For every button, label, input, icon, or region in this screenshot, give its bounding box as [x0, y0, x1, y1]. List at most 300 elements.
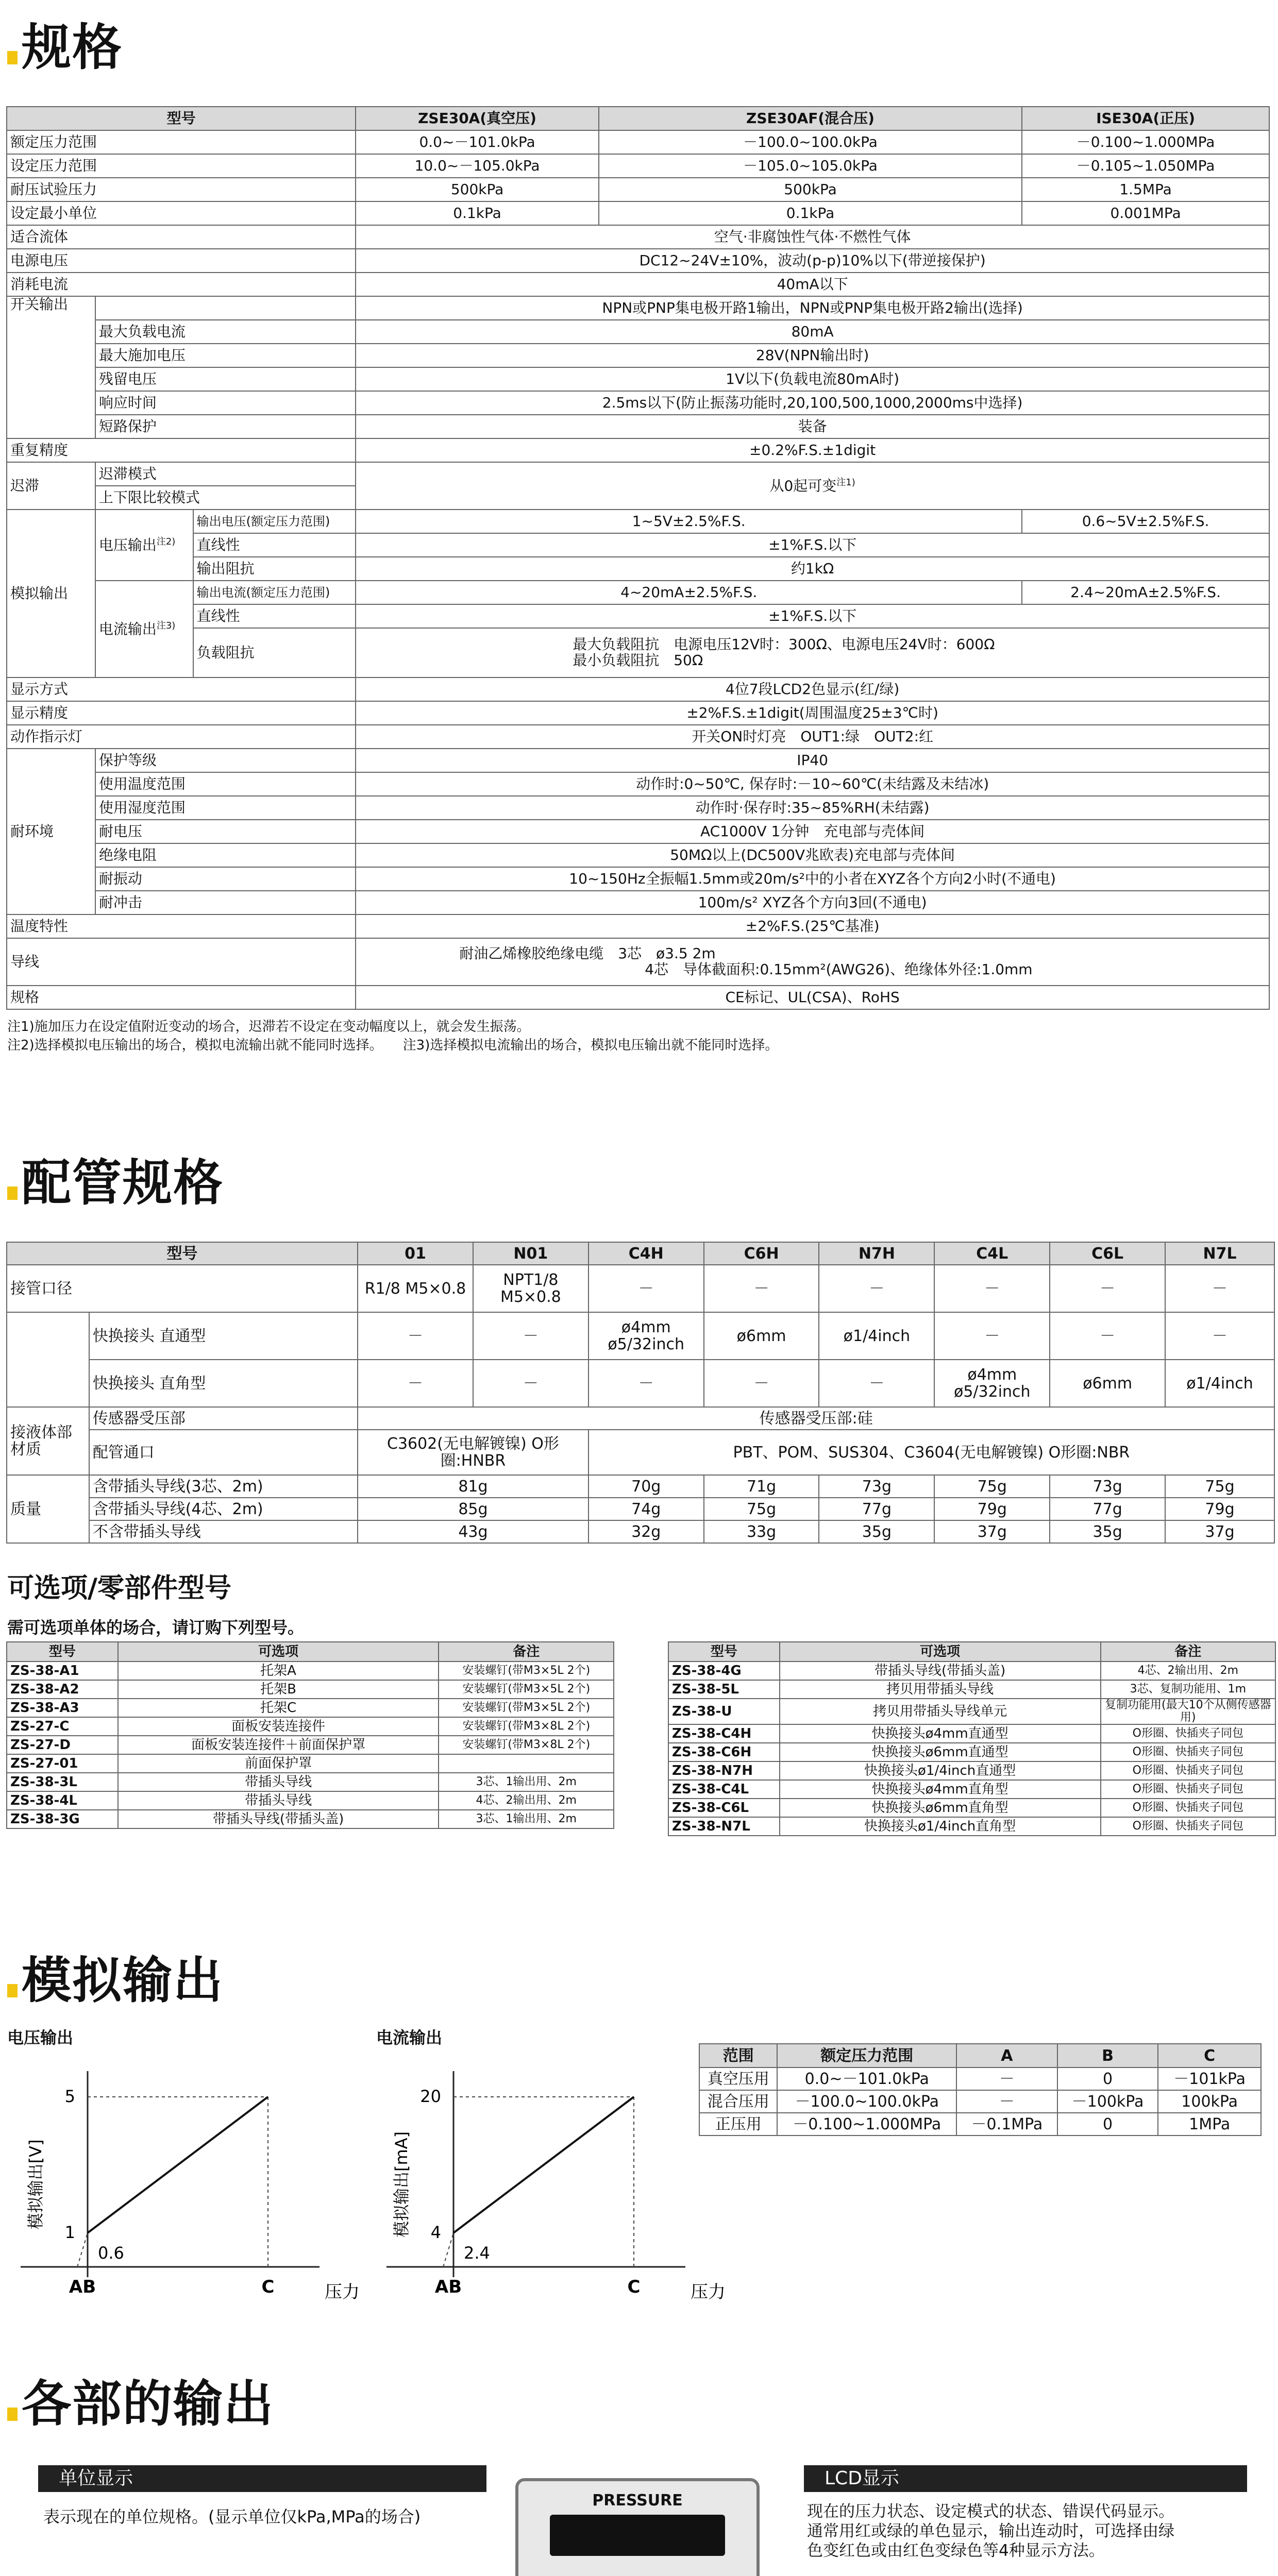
- range-header: B: [1057, 2044, 1158, 2067]
- range-cell: －0.1MPa: [956, 2113, 1057, 2136]
- options-left-table: [6, 1641, 614, 1829]
- range-cell: －101kPa: [1158, 2067, 1261, 2090]
- spec-header-model: 型号: [7, 107, 356, 130]
- spec-row-current: [7, 273, 1269, 296]
- spec-row-temp: [7, 914, 1269, 938]
- option-item: 快换接头ø6mm直角型: [780, 1799, 1101, 1817]
- start-segment: [443, 2233, 453, 2267]
- start-segment: [77, 2233, 88, 2267]
- spec-cell: －105.0~105.0kPa: [599, 154, 1022, 178]
- option-item: 快换接头ø1/4inch直通型: [780, 1761, 1101, 1780]
- piping-header: N01: [473, 1242, 588, 1265]
- spec-title-text: 规格: [22, 19, 123, 76]
- piping-cell: －: [934, 1265, 1050, 1312]
- option-model: ZS-27-C: [7, 1717, 118, 1736]
- option-remark: O形圈、快插夹子同包: [1101, 1817, 1275, 1836]
- option-model: ZS-38-N7L: [668, 1817, 780, 1836]
- piping-row-straight: [7, 1312, 1274, 1360]
- spec-row-wire: [7, 938, 1269, 986]
- piping-cell: 75g: [934, 1475, 1050, 1498]
- spec-cell: 100m/s² XYZ各个方向3回(不通电): [356, 891, 1269, 914]
- option-item: 带插头导线: [118, 1773, 439, 1791]
- options-row: [7, 1736, 614, 1754]
- spec-cell: IP40: [356, 749, 1269, 772]
- analog-section-title: [7, 1952, 224, 2009]
- piping-label: 含带插头导线(3芯、2m): [89, 1475, 358, 1498]
- piping-row-sensor: [7, 1407, 1274, 1430]
- range-cell: 正压用: [699, 2113, 777, 2136]
- options-row: [668, 1680, 1275, 1699]
- piping-cell: －: [1165, 1312, 1274, 1360]
- option-item: 托架B: [118, 1680, 439, 1699]
- range-cell: －100.0~100.0kPa: [777, 2090, 956, 2113]
- y-tick-low: 4: [430, 2223, 441, 2242]
- option-model: ZS-38-C6H: [668, 1743, 780, 1761]
- spec-section-title: [7, 19, 123, 76]
- option-item: 前面保护罩: [118, 1754, 439, 1773]
- spec-load-cell: [356, 628, 1269, 677]
- options-row: [7, 1680, 614, 1699]
- piping-row-mass-1: [7, 1475, 1274, 1498]
- spec-note-2: 注2)选择模拟电压输出的场合，模拟电流输出就不能同时选择。 注3)选择模拟电流输出的场合，模拟电压输出就不能同时选择。: [7, 1038, 779, 1053]
- wire-line-1: 耐油乙烯橡胶绝缘电缆 3芯 ø3.5 2m: [459, 945, 716, 962]
- spec-cell: AC1000V 1分钟 充电部与壳体间: [356, 820, 1269, 843]
- piping-cell: －: [819, 1360, 934, 1407]
- spec-cell: 2.4~20mA±2.5%F.S.: [1022, 581, 1269, 604]
- piping-cell: －: [1165, 1265, 1274, 1312]
- option-remark: 安装螺钉(带M3×5L 2个): [439, 1662, 614, 1680]
- spec-sublabel: 输出阻抗: [193, 557, 356, 581]
- piping-label: 不含带插头导线: [89, 1520, 358, 1543]
- x-axis-label: 压力: [325, 2282, 360, 2302]
- piping-header: N7L: [1165, 1242, 1274, 1265]
- spec-header-zse30a: ZSE30A(真空压): [356, 107, 599, 130]
- x-tick-c: C: [261, 2277, 275, 2297]
- spec-note-1: 注1)施加压力在设定值附近变动的场合，迟滞若不设定在变动幅度以上，就会发生振荡。: [7, 1019, 530, 1035]
- options-row: [7, 1810, 614, 1828]
- spec-cell: ±0.2%F.S.±1digit: [356, 438, 1269, 462]
- piping-label: 接管口径: [7, 1265, 358, 1312]
- spec-sublabel: 输出电压(额定压力范围): [193, 510, 356, 533]
- x-tick-c: C: [627, 2277, 641, 2297]
- spec-cell: 装备: [356, 415, 1269, 438]
- spec-cell: 28V(NPN输出时): [356, 344, 1269, 367]
- option-item: 快换接头ø1/4inch直角型: [780, 1817, 1101, 1836]
- options-header: 型号: [668, 1642, 780, 1662]
- spec-blank: [95, 296, 356, 320]
- options-header-row: [7, 1642, 614, 1662]
- spec-cell: 50MΩ以上(DC500V兆欧表)充电部与壳体间: [356, 843, 1269, 867]
- spec-label: 规格: [7, 986, 356, 1009]
- spec-row-env-7: [7, 891, 1269, 914]
- piping-cell: －: [588, 1360, 704, 1407]
- spec-row-env-1: [7, 749, 1269, 772]
- option-model: ZS-38-4L: [7, 1791, 118, 1810]
- spec-row-repeat: [7, 438, 1269, 462]
- range-cell: 0.0~－101.0kPa: [777, 2067, 956, 2090]
- option-model: ZS-38-3L: [7, 1773, 118, 1791]
- spec-cell: 4位7段LCD2色显示(红/绿): [356, 677, 1269, 701]
- option-remark: 3芯、1输出用、2m: [439, 1773, 614, 1791]
- option-model: ZS-38-5L: [668, 1680, 780, 1699]
- spec-cell: 动作时·保存时:35~85%RH(未结露): [356, 796, 1269, 820]
- start-label: 2.4: [464, 2243, 490, 2263]
- spec-sublabel: 绝缘电阻: [95, 843, 356, 867]
- options-row: [668, 1780, 1275, 1799]
- piping-cell: 74g: [588, 1498, 704, 1520]
- options-row: [668, 1699, 1275, 1724]
- spec-row-switch-1: [7, 320, 1269, 344]
- range-cell: 0: [1057, 2067, 1158, 2090]
- spec-notes: [7, 1018, 778, 1055]
- lcd-desc-line: 现在的压力状态、设定模式的状态、错误代码显示。: [807, 2502, 1174, 2521]
- title-marker: [7, 2408, 18, 2421]
- spec-cell: 0.001MPa: [1022, 201, 1269, 225]
- piping-cell: ø4mm ø5/32inch: [588, 1312, 704, 1360]
- options-row: [7, 1754, 614, 1773]
- option-item: 托架A: [118, 1662, 439, 1680]
- spec-header-zse30af: ZSE30AF(混合压): [599, 107, 1022, 130]
- spec-sublabel: 最大负载电流: [95, 320, 356, 344]
- spec-row-switch: [7, 296, 1269, 320]
- piping-row-mass-2: [7, 1498, 1274, 1520]
- range-cell: 1MPa: [1158, 2113, 1261, 2136]
- range-cell: 0: [1057, 2113, 1158, 2136]
- spec-cell: 2.5ms以下(防止振荡功能时,20,100,500,1000,2000ms中选择): [356, 391, 1269, 415]
- piping-cell: 70g: [588, 1475, 704, 1498]
- unit-display-bar: 单位显示: [38, 2465, 486, 2492]
- lcd-desc-line: 通常用红或绿的单色显示，输出连动时，可选择由绿: [807, 2522, 1174, 2540]
- piping-table: [6, 1242, 1275, 1544]
- range-cell: －: [956, 2090, 1057, 2113]
- piping-section-title: [7, 1154, 224, 1212]
- piping-cell: 43g: [358, 1520, 588, 1543]
- y-axis-label: 模拟输出[V]: [26, 2139, 45, 2230]
- spec-cell: 500kPa: [356, 178, 599, 201]
- options-header: 备注: [1101, 1642, 1275, 1662]
- option-remark: 安装螺钉(带M3×8L 2个): [439, 1717, 614, 1736]
- spec-cell: 0.1kPa: [356, 201, 599, 225]
- option-model: ZS-38-A3: [7, 1699, 118, 1717]
- spec-row-volt-2: [7, 533, 1269, 557]
- options-right-table: [668, 1641, 1276, 1836]
- piping-cell: －: [588, 1265, 704, 1312]
- spec-cell: 1V以下(负载电流80mA时): [356, 367, 1269, 391]
- piping-label: 质量: [7, 1475, 89, 1543]
- spec-cell: 1~5V±2.5%F.S.: [356, 510, 1022, 533]
- hyst-value: 从0起可变: [769, 477, 837, 495]
- spec-sublabel: 直线性: [193, 604, 356, 628]
- volt-chart: [10, 2050, 361, 2339]
- piping-label: 含带插头导线(4芯、2m): [89, 1498, 358, 1520]
- options-row: [668, 1761, 1275, 1780]
- piping-row-port2: [7, 1430, 1274, 1475]
- spec-cell: ±1%F.S.以下: [356, 604, 1269, 628]
- option-remark: O形圈、快插夹子同包: [1101, 1780, 1275, 1799]
- spec-row-switch-2: [7, 344, 1269, 367]
- options-row: [7, 1791, 614, 1810]
- piping-cell: 73g: [1050, 1475, 1165, 1498]
- option-model: ZS-38-N7H: [668, 1761, 780, 1780]
- option-item: 托架C: [118, 1699, 439, 1717]
- piping-cell: 35g: [819, 1520, 934, 1543]
- option-remark: 4芯、2输出用、2m: [439, 1791, 614, 1810]
- parts-title-text: 各部的输出: [22, 2375, 274, 2433]
- spec-sublabel: 最大施加电压: [95, 344, 356, 367]
- spec-row-curr-2: [7, 604, 1269, 628]
- volt-label-cell: [95, 510, 193, 581]
- spec-row-curr-1: [7, 581, 1269, 604]
- range-cell: 真空压用: [699, 2067, 777, 2090]
- option-item: 快换接头ø4mm直通型: [780, 1724, 1101, 1743]
- spec-label: 导线: [7, 938, 356, 986]
- option-remark: 3芯、1输出用、2m: [439, 1810, 614, 1828]
- piping-cell: 79g: [1165, 1498, 1274, 1520]
- lcd-screen: [550, 2515, 725, 2556]
- piping-cell: －: [1050, 1312, 1165, 1360]
- spec-label: 设定最小单位: [7, 201, 356, 225]
- spec-cell: 0.0~－101.0kPa: [356, 130, 599, 154]
- volt-chart-title: 电压输出: [7, 2028, 74, 2047]
- spec-label: 消耗电流: [7, 273, 356, 296]
- spec-cell: 约1kΩ: [356, 557, 1269, 581]
- option-model: ZS-38-3G: [7, 1810, 118, 1828]
- piping-header: C4L: [934, 1242, 1050, 1265]
- piping-label: 传感器受压部: [89, 1407, 358, 1430]
- title-marker: [7, 1984, 18, 1997]
- spec-cell: 40mA以下: [356, 273, 1269, 296]
- spec-cell: －0.100~1.000MPa: [1022, 130, 1269, 154]
- range-header: A: [956, 2044, 1057, 2067]
- piping-cell: 85g: [358, 1498, 588, 1520]
- piping-cell: －: [358, 1312, 473, 1360]
- spec-label: 设定压力范围: [7, 154, 356, 178]
- piping-cell: C3602(无电解镀镍) O形圈:HNBR: [358, 1430, 588, 1475]
- piping-header: 01: [358, 1242, 473, 1265]
- spec-row-hyst-1: [7, 462, 1269, 486]
- option-model: ZS-38-C6L: [668, 1799, 780, 1817]
- spec-cell: －0.105~1.050MPa: [1022, 154, 1269, 178]
- range-header: C: [1158, 2044, 1261, 2067]
- spec-cell: ±1%F.S.以下: [356, 533, 1269, 557]
- piping-cell: 35g: [1050, 1520, 1165, 1543]
- spec-label: 开关输出: [7, 296, 95, 438]
- spec-row-switch-4: [7, 391, 1269, 415]
- piping-cell: 77g: [819, 1498, 934, 1520]
- option-item: 拷贝用带插头导线: [780, 1680, 1101, 1699]
- spec-cell: 开关ON时灯亮 OUT1:绿 OUT2:红: [356, 725, 1269, 749]
- option-remark: [439, 1754, 614, 1773]
- option-item: 快换接头ø4mm直角型: [780, 1780, 1101, 1799]
- piping-cell: －: [704, 1360, 819, 1407]
- load-line-2: 最小负载阻抗 50Ω: [573, 652, 703, 669]
- spec-sublabel: 耐电压: [95, 820, 356, 843]
- spec-row-setting: [7, 154, 1269, 178]
- option-item: 带插头导线: [118, 1791, 439, 1810]
- piping-cell: 71g: [704, 1475, 819, 1498]
- piping-cell: 37g: [1165, 1520, 1274, 1543]
- options-header: 备注: [439, 1642, 614, 1662]
- option-item: 带插头导线(带插头盖): [118, 1810, 439, 1828]
- piping-cell: R1/8 M5×0.8: [358, 1265, 473, 1312]
- piping-header-row: [7, 1242, 1274, 1265]
- spec-label: 耐压试验压力: [7, 178, 356, 201]
- device-body: [515, 2478, 760, 2576]
- options-row: [7, 1699, 614, 1717]
- spec-row-disp-acc: [7, 701, 1269, 725]
- spec-row-curr-3: [7, 628, 1269, 677]
- analog-title-text: 模拟输出: [22, 1952, 224, 2009]
- piping-cell: －: [1050, 1265, 1165, 1312]
- spec-label: 动作指示灯: [7, 725, 356, 749]
- spec-label: 迟滞: [7, 462, 95, 510]
- x-tick-ab: AB: [434, 2277, 462, 2297]
- options-header: 型号: [7, 1642, 118, 1662]
- wire-line-2: 4芯 导体截面积:0.15mm²(AWG26)、绝缘体外径:1.0mm: [645, 961, 1033, 978]
- spec-row-rated: [7, 130, 1269, 154]
- x-tick-ab: AB: [69, 2277, 96, 2297]
- lcd-desc: [807, 2502, 1174, 2561]
- piping-cell: PBT、POM、SUS304、C3604(无电解镀镍) O形圈:NBR: [588, 1430, 1274, 1475]
- spec-row-fluid: [7, 225, 1269, 249]
- spec-row-switch-3: [7, 367, 1269, 391]
- range-header: 范围: [699, 2044, 777, 2067]
- hyst-note: 注1): [836, 477, 855, 488]
- parts-section-title: [7, 2375, 274, 2433]
- spec-sublabel: 响应时间: [95, 391, 356, 415]
- option-remark: O形圈、快插夹子同包: [1101, 1799, 1275, 1817]
- option-remark: 4芯、2输出用、2m: [1101, 1662, 1275, 1680]
- piping-cell: ø6mm: [1050, 1360, 1165, 1407]
- piping-header: C4H: [588, 1242, 704, 1265]
- option-remark: O形圈、快插夹子同包: [1101, 1743, 1275, 1761]
- options-row: [668, 1724, 1275, 1743]
- start-label: 0.6: [98, 2243, 124, 2263]
- piping-cell: 75g: [704, 1498, 819, 1520]
- piping-cell: －: [473, 1312, 588, 1360]
- volt-label: 电压输出: [98, 536, 157, 554]
- spec-cell: NPN或PNP集电极开路1输出，NPN或PNP集电极开路2输出(选择): [356, 296, 1269, 320]
- options-row: [7, 1662, 614, 1680]
- piping-cell: ø6mm: [704, 1312, 819, 1360]
- piping-cell: 77g: [1050, 1498, 1165, 1520]
- spec-row-volt-1: [7, 510, 1269, 533]
- piping-label: 快换接头 直通型: [89, 1312, 358, 1360]
- option-remark: 安装螺钉(带M3×5L 2个): [439, 1699, 614, 1717]
- spec-label: 显示精度: [7, 701, 356, 725]
- spec-sublabel: 上下限比较模式: [95, 486, 356, 510]
- option-item: 面板安装连接件＋前面保护罩: [118, 1736, 439, 1754]
- options-row: [668, 1662, 1275, 1680]
- spec-row-standard: [7, 986, 1269, 1009]
- spec-cell: 动作时:0~50℃, 保存时:－10~60℃(未结露及未结冰): [356, 772, 1269, 796]
- option-item: 面板安装连接件: [118, 1717, 439, 1736]
- spec-cell: 1.5MPa: [1022, 178, 1269, 201]
- options-row: [668, 1743, 1275, 1761]
- range-table: [699, 2043, 1262, 2136]
- piping-cell: ø1/4inch: [1165, 1360, 1274, 1407]
- spec-label: 适合流体: [7, 225, 356, 249]
- spec-cell: 500kPa: [599, 178, 1022, 201]
- spec-row-env-6: [7, 867, 1269, 891]
- spec-wire-cell: [356, 938, 1269, 986]
- output-line: [453, 2097, 634, 2233]
- curr-label-cell: [95, 581, 193, 677]
- spec-row-env-4: [7, 820, 1269, 843]
- spec-sublabel: 残留电压: [95, 367, 356, 391]
- piping-label: 快换接头 直角型: [89, 1360, 358, 1407]
- spec-sublabel: 迟滞模式: [95, 462, 356, 486]
- spec-row-min-unit: [7, 201, 1269, 225]
- range-row: [699, 2067, 1261, 2090]
- spec-cell: －100.0~100.0kPa: [599, 130, 1022, 154]
- option-remark: O形圈、快插夹子同包: [1101, 1724, 1275, 1743]
- piping-label: 接液体部材质: [7, 1407, 89, 1475]
- spec-cell: 4~20mA±2.5%F.S.: [356, 581, 1022, 604]
- option-model: ZS-27-01: [7, 1754, 118, 1773]
- spec-header-row: [7, 107, 1269, 130]
- spec-row-env-5: [7, 843, 1269, 867]
- spec-cell: 10~150Hz全振幅1.5mm或20m/s²中的小者在XYZ各个方向2小时(不通电): [356, 867, 1269, 891]
- range-cell: －100kPa: [1057, 2090, 1158, 2113]
- range-cell: －: [956, 2067, 1057, 2090]
- spec-row-indicator: [7, 725, 1269, 749]
- piping-cell: 79g: [934, 1498, 1050, 1520]
- piping-header: C6L: [1050, 1242, 1165, 1265]
- piping-cell: ø1/4inch: [819, 1312, 934, 1360]
- spec-label: 温度特性: [7, 914, 356, 938]
- volt-note: 注2): [156, 536, 176, 547]
- piping-header: N7H: [819, 1242, 934, 1265]
- option-item: 快换接头ø6mm直通型: [780, 1743, 1101, 1761]
- option-remark: 3芯、复制功能用、1m: [1101, 1680, 1275, 1699]
- spec-header-ise30a: ISE30A(正压): [1022, 107, 1269, 130]
- option-model: ZS-38-U: [668, 1699, 780, 1724]
- piping-cell: －: [819, 1265, 934, 1312]
- options-row: [7, 1773, 614, 1791]
- option-remark: 安装螺钉(带M3×8L 2个): [439, 1736, 614, 1754]
- piping-cell: －: [704, 1265, 819, 1312]
- piping-cell: NPT1/8 M5×0.8: [473, 1265, 588, 1312]
- option-model: ZS-38-C4H: [668, 1724, 780, 1743]
- spec-cell: 0.1kPa: [599, 201, 1022, 225]
- piping-cell: ø4mm ø5/32inch: [934, 1360, 1050, 1407]
- unit-display-desc: 表示现在的单位规格。(显示单位仅kPa,MPa的场合): [43, 2507, 421, 2527]
- options-header-row: [668, 1642, 1275, 1662]
- curr-note: 注3): [156, 620, 176, 631]
- piping-cell: －: [473, 1360, 588, 1407]
- spec-cell: DC12~24V±10%，波动(p-p)10%以下(带逆接保护): [356, 249, 1269, 273]
- piping-row-port: [7, 1265, 1274, 1312]
- y-tick-top: 20: [420, 2087, 441, 2106]
- lcd-display-bar: LCD显示: [804, 2465, 1247, 2492]
- spec-sublabel: 耐振动: [95, 867, 356, 891]
- piping-cell: 33g: [704, 1520, 819, 1543]
- options-note: 需可选项单体的场合，请订购下列型号。: [7, 1618, 305, 1637]
- piping-header: C6H: [704, 1242, 819, 1265]
- spec-sublabel: 短路保护: [95, 415, 356, 438]
- range-header: 额定压力范围: [777, 2044, 956, 2067]
- spec-cell: 空气·非腐蚀性气体·不燃性气体: [356, 225, 1269, 249]
- piping-cell: 73g: [819, 1475, 934, 1498]
- piping-cell: 81g: [358, 1475, 588, 1498]
- piping-row-mass-3: [7, 1520, 1274, 1543]
- spec-row-env-2: [7, 772, 1269, 796]
- option-remark: 安装螺钉(带M3×5L 2个): [439, 1680, 614, 1699]
- spec-row-display: [7, 677, 1269, 701]
- load-line-1: 最大负载阻抗 电源电压12V时：300Ω、电源电压24V时：600Ω: [573, 636, 995, 653]
- options-title: 可选项/零部件型号: [7, 1573, 231, 1604]
